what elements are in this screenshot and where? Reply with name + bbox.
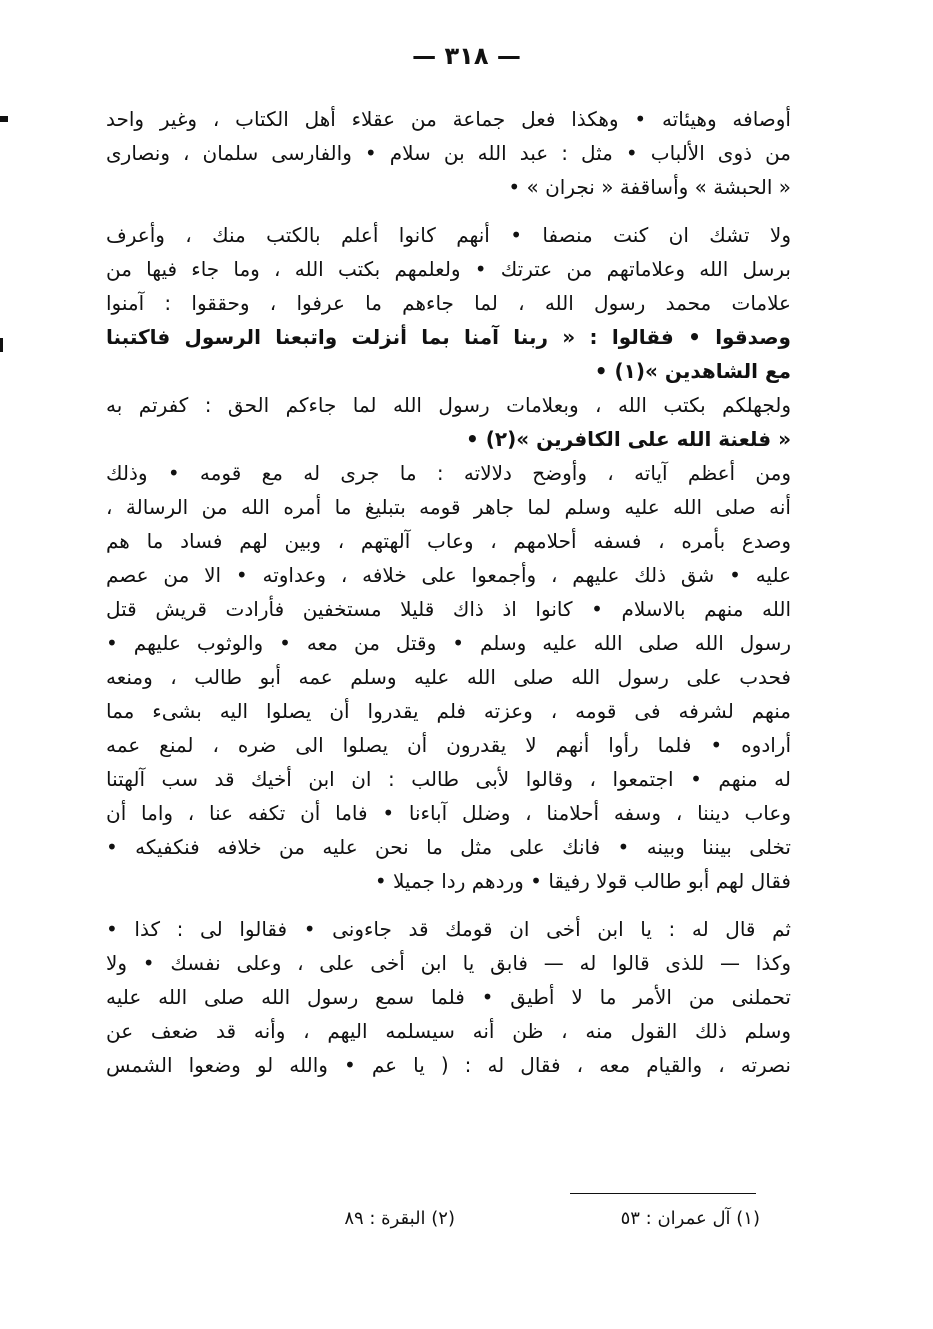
text-line: وعاب ديننا ، وسفه أحلامنا ، وضلل آباءنا • فاما أن تكفه عنا ، واما أن <box>106 801 791 825</box>
text-line: الله منهم بالاسلام • كانوا اذ ذاك قليلا مستخفين فأرادت قريش قتل <box>106 597 791 621</box>
footnote-separator <box>570 1193 756 1194</box>
text-line: رسول الله صلى الله عليه وسلم • وقتل من معه • والوثوب عليهم • <box>106 631 791 655</box>
text-line: من ذوى الألباب • مثل : عبد الله بن سلام • والفارسى سلمان ، ونصارى <box>106 141 791 165</box>
footnote-2: (٢) البقرة : ٨٩ <box>344 1208 455 1229</box>
text-line: ومن أعظم آياته ، وأوضح دلالاته : ما جرى له مع قومه • وذلك <box>106 461 791 485</box>
text-line: برسل الله وعلاماتهم من عترتك • ولعلمهم بكتب الله ، وما جاء فيها من <box>106 257 791 281</box>
page-number: — ٣١٨ — <box>412 42 521 70</box>
margin-mark <box>0 338 3 352</box>
text-line: نصرته ، والقيام معه ، فقال له : ( يا عم • والله لو وضعوا الشمس <box>106 1053 791 1077</box>
text-line: عليه • شق ذلك عليهم ، وأجمعوا على خلافه ، وعداوته • الا من عصم <box>106 563 791 587</box>
text-line: تحملنى من الأمر ما لا أطيق • فلما سمع رسول الله صلى الله عليه <box>106 985 791 1009</box>
text-line: تخلى بيننا وبينه • فانك على مثل ما نحن عليه من خلافه فنكفيكه • <box>106 835 791 859</box>
quran-quote-line: وصدقوا • فقالوا : « ربنا آمنا بما أنزلت واتبعنا الرسول فاكتبنا <box>106 325 791 349</box>
text-line: أرادوه • فلما رأوا أنهم لا يقدرون أن يصلوا الى ضره ، لمنع عمه <box>106 733 791 757</box>
text-line: وسلم ذلك القول منه ، ظن أنه سيسلمه اليهم ، وأنه قد ضعف عن <box>106 1019 791 1043</box>
text-line: « الحبشة » وأساقفة « نجران » • <box>508 175 791 199</box>
text-line: له منهم • اجتمعوا ، وقالوا لأبى طالب : ان ابن أخيك قد سب آلهتنا <box>106 767 791 791</box>
quran-quote-line: مع الشاهدين »(١) • <box>594 359 791 383</box>
text-line: فقال لهم أبو طالب قولا رفيقا • وردهم ردا جميلا • <box>374 869 791 893</box>
text-line: ولا تشك ان كنت منصفا • أنهم كانوا أعلم بالكتب منك ، وأعرف <box>106 223 791 247</box>
text-line: وصدع بأمره ، فسفه أحلامهم ، وعاب آلهتهم ، وبين لهم فساد ما هم <box>106 529 791 553</box>
margin-mark <box>0 116 8 122</box>
text-line: ولجهلكم بكتب الله ، وبعلامات رسول الله لما جاءكم الحق : كفرتم به <box>106 393 791 417</box>
page-body <box>106 102 791 1082</box>
footnote-1: (١) آل عمران : ٥٣ <box>620 1208 760 1229</box>
text-line: أوصافه وهيئاته • وهكذا فعل جماعة من عقلاء أهل الكتاب ، وغير واحد <box>106 107 791 131</box>
text-line: فحدب على رسول الله صلى الله عليه وسلم عمه أبو طالب ، ومنعه <box>106 665 791 689</box>
text-line: علامات محمد رسول الله ، لما جاءهم ما عرفوا ، وحققوا : آمنوا <box>106 291 791 315</box>
text-line: منهم لشرفه فى قومه ، وعزته فلم يقدروا أن يصلوا اليه بشىء مما <box>106 699 791 723</box>
quran-quote-line: « فلعنة الله على الكافرين »(٢) • <box>465 427 791 451</box>
text-line: وكذا — للذى قالوا له — فابق يا ابن أخى على ، وعلى نفسك • ولا <box>106 951 791 975</box>
text-line: ثم قال له : يا ابن أخى ان قومك قد جاءونى • فقالوا لى : كذا • <box>106 917 791 941</box>
text-line: أنه صلى الله عليه وسلم لما جاهر قومه بتبليغ ما أمره الله من الرسالة ، <box>106 495 791 519</box>
